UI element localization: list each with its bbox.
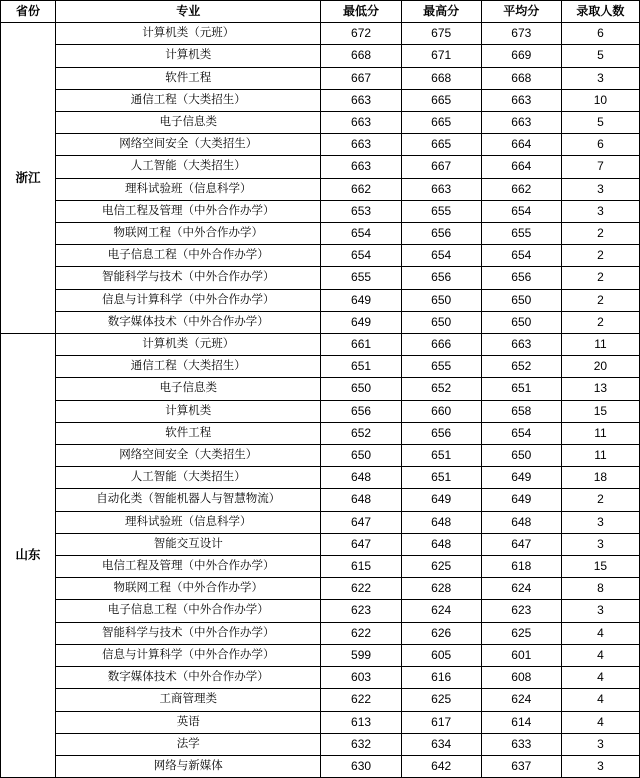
header-min-score: 最低分 (321, 1, 401, 23)
avg-score-cell: 614 (481, 711, 561, 733)
max-score-cell: 666 (401, 334, 481, 356)
header-major: 专业 (56, 1, 321, 23)
avg-score-cell: 663 (481, 334, 561, 356)
admitted-count-cell: 5 (561, 112, 639, 134)
min-score-cell: 632 (321, 733, 401, 755)
table-row (1, 467, 640, 489)
max-score-cell: 675 (401, 23, 481, 45)
table-row (1, 89, 640, 111)
table-row (1, 311, 640, 333)
table-row (1, 178, 640, 200)
avg-score-cell: 663 (481, 112, 561, 134)
max-score-cell: 654 (401, 245, 481, 267)
max-score-cell: 671 (401, 45, 481, 67)
table-row (1, 533, 640, 555)
avg-score-cell: 664 (481, 134, 561, 156)
max-score-cell: 634 (401, 733, 481, 755)
admitted-count-cell: 15 (561, 400, 639, 422)
min-score-cell: 663 (321, 156, 401, 178)
min-score-cell: 654 (321, 223, 401, 245)
max-score-cell: 625 (401, 689, 481, 711)
table-row (1, 667, 640, 689)
province-cell: 浙江 (1, 23, 56, 334)
min-score-cell: 648 (321, 489, 401, 511)
admitted-count-cell: 11 (561, 445, 639, 467)
table-row (1, 622, 640, 644)
major-cell: 计算机类 (56, 45, 321, 67)
admitted-count-cell: 3 (561, 511, 639, 533)
table-row (1, 644, 640, 666)
admitted-count-cell: 3 (561, 600, 639, 622)
admitted-count-cell: 6 (561, 23, 639, 45)
admitted-count-cell: 3 (561, 755, 639, 777)
min-score-cell: 615 (321, 556, 401, 578)
avg-score-cell: 673 (481, 23, 561, 45)
admitted-count-cell: 18 (561, 467, 639, 489)
min-score-cell: 648 (321, 467, 401, 489)
table-row (1, 156, 640, 178)
min-score-cell: 647 (321, 511, 401, 533)
admitted-count-cell: 6 (561, 134, 639, 156)
major-cell: 工商管理类 (56, 689, 321, 711)
major-cell: 网络空间安全（大类招生） (56, 445, 321, 467)
avg-score-cell: 662 (481, 178, 561, 200)
avg-score-cell: 637 (481, 755, 561, 777)
major-cell: 网络空间安全（大类招生） (56, 134, 321, 156)
avg-score-cell: 656 (481, 267, 561, 289)
admitted-count-cell: 2 (561, 289, 639, 311)
max-score-cell: 668 (401, 67, 481, 89)
admitted-count-cell: 2 (561, 267, 639, 289)
admitted-count-cell: 10 (561, 89, 639, 111)
admitted-count-cell: 4 (561, 689, 639, 711)
avg-score-cell: 658 (481, 400, 561, 422)
min-score-cell: 622 (321, 578, 401, 600)
min-score-cell: 655 (321, 267, 401, 289)
max-score-cell: 616 (401, 667, 481, 689)
max-score-cell: 650 (401, 311, 481, 333)
header-max-score: 最高分 (401, 1, 481, 23)
avg-score-cell: 624 (481, 578, 561, 600)
min-score-cell: 647 (321, 533, 401, 555)
table-row (1, 400, 640, 422)
min-score-cell: 649 (321, 311, 401, 333)
min-score-cell: 662 (321, 178, 401, 200)
max-score-cell: 665 (401, 134, 481, 156)
table-row (1, 511, 640, 533)
min-score-cell: 630 (321, 755, 401, 777)
min-score-cell: 653 (321, 200, 401, 222)
max-score-cell: 656 (401, 422, 481, 444)
major-cell: 智能科学与技术（中外合作办学） (56, 267, 321, 289)
max-score-cell: 663 (401, 178, 481, 200)
table-row (1, 578, 640, 600)
avg-score-cell: 654 (481, 200, 561, 222)
avg-score-cell: 654 (481, 422, 561, 444)
table-row (1, 245, 640, 267)
table-row (1, 200, 640, 222)
table-row (1, 556, 640, 578)
table-row (1, 356, 640, 378)
major-cell: 电子信息类 (56, 112, 321, 134)
min-score-cell: 663 (321, 134, 401, 156)
max-score-cell: 665 (401, 112, 481, 134)
avg-score-cell: 652 (481, 356, 561, 378)
table-row (1, 45, 640, 67)
major-cell: 通信工程（大类招生） (56, 89, 321, 111)
max-score-cell: 624 (401, 600, 481, 622)
major-cell: 软件工程 (56, 67, 321, 89)
major-cell: 电信工程及管理（中外合作办学） (56, 200, 321, 222)
avg-score-cell: 663 (481, 89, 561, 111)
avg-score-cell: 664 (481, 156, 561, 178)
major-cell: 人工智能（大类招生） (56, 156, 321, 178)
major-cell: 英语 (56, 711, 321, 733)
table-row (1, 67, 640, 89)
major-cell: 电信工程及管理（中外合作办学） (56, 556, 321, 578)
admitted-count-cell: 20 (561, 356, 639, 378)
max-score-cell: 655 (401, 356, 481, 378)
province-cell: 山东 (1, 334, 56, 778)
admitted-count-cell: 4 (561, 644, 639, 666)
major-cell: 理科试验班（信息科学） (56, 511, 321, 533)
table-row (1, 378, 640, 400)
major-cell: 信息与计算科学（中外合作办学） (56, 289, 321, 311)
max-score-cell: 642 (401, 755, 481, 777)
major-cell: 网络与新媒体 (56, 755, 321, 777)
admitted-count-cell: 11 (561, 334, 639, 356)
avg-score-cell: 633 (481, 733, 561, 755)
admitted-count-cell: 2 (561, 245, 639, 267)
min-score-cell: 650 (321, 445, 401, 467)
table-row (1, 267, 640, 289)
avg-score-cell: 618 (481, 556, 561, 578)
admitted-count-cell: 2 (561, 489, 639, 511)
table-row (1, 689, 640, 711)
admitted-count-cell: 3 (561, 200, 639, 222)
table-row (1, 489, 640, 511)
table-row (1, 600, 640, 622)
min-score-cell: 649 (321, 289, 401, 311)
max-score-cell: 660 (401, 400, 481, 422)
admitted-count-cell: 3 (561, 733, 639, 755)
table-row (1, 23, 640, 45)
max-score-cell: 655 (401, 200, 481, 222)
header-avg-score: 平均分 (481, 1, 561, 23)
min-score-cell: 651 (321, 356, 401, 378)
table-body (1, 23, 640, 778)
table-row (1, 422, 640, 444)
max-score-cell: 648 (401, 511, 481, 533)
max-score-cell: 628 (401, 578, 481, 600)
max-score-cell: 625 (401, 556, 481, 578)
major-cell: 计算机类（元班） (56, 23, 321, 45)
admitted-count-cell: 4 (561, 622, 639, 644)
min-score-cell: 668 (321, 45, 401, 67)
table-row (1, 134, 640, 156)
avg-score-cell: 650 (481, 445, 561, 467)
major-cell: 通信工程（大类招生） (56, 356, 321, 378)
min-score-cell: 613 (321, 711, 401, 733)
major-cell: 物联网工程（中外合作办学） (56, 223, 321, 245)
avg-score-cell: 649 (481, 489, 561, 511)
avg-score-cell: 648 (481, 511, 561, 533)
min-score-cell: 650 (321, 378, 401, 400)
major-cell: 物联网工程（中外合作办学） (56, 578, 321, 600)
major-cell: 数字媒体技术（中外合作办学） (56, 311, 321, 333)
avg-score-cell: 601 (481, 644, 561, 666)
admitted-count-cell: 8 (561, 578, 639, 600)
avg-score-cell: 655 (481, 223, 561, 245)
max-score-cell: 626 (401, 622, 481, 644)
admitted-count-cell: 2 (561, 223, 639, 245)
major-cell: 人工智能（大类招生） (56, 467, 321, 489)
major-cell: 信息与计算科学（中外合作办学） (56, 644, 321, 666)
min-score-cell: 654 (321, 245, 401, 267)
min-score-cell: 622 (321, 622, 401, 644)
table-row (1, 289, 640, 311)
max-score-cell: 651 (401, 467, 481, 489)
avg-score-cell: 624 (481, 689, 561, 711)
table-header (1, 1, 640, 23)
max-score-cell: 667 (401, 156, 481, 178)
min-score-cell: 672 (321, 23, 401, 45)
header-province: 省份 (1, 1, 56, 23)
admitted-count-cell: 4 (561, 711, 639, 733)
max-score-cell: 649 (401, 489, 481, 511)
min-score-cell: 622 (321, 689, 401, 711)
table-row (1, 112, 640, 134)
avg-score-cell: 623 (481, 600, 561, 622)
max-score-cell: 650 (401, 289, 481, 311)
avg-score-cell: 654 (481, 245, 561, 267)
avg-score-cell: 625 (481, 622, 561, 644)
min-score-cell: 599 (321, 644, 401, 666)
min-score-cell: 652 (321, 422, 401, 444)
major-cell: 智能交互设计 (56, 533, 321, 555)
major-cell: 电子信息类 (56, 378, 321, 400)
avg-score-cell: 649 (481, 467, 561, 489)
major-cell: 数字媒体技术（中外合作办学） (56, 667, 321, 689)
min-score-cell: 663 (321, 112, 401, 134)
admitted-count-cell: 15 (561, 556, 639, 578)
major-cell: 计算机类（元班） (56, 334, 321, 356)
major-cell: 理科试验班（信息科学） (56, 178, 321, 200)
major-cell: 电子信息工程（中外合作办学） (56, 600, 321, 622)
admitted-count-cell: 11 (561, 422, 639, 444)
max-score-cell: 665 (401, 89, 481, 111)
table-row (1, 755, 640, 777)
max-score-cell: 656 (401, 267, 481, 289)
avg-score-cell: 669 (481, 45, 561, 67)
admitted-count-cell: 3 (561, 178, 639, 200)
max-score-cell: 617 (401, 711, 481, 733)
min-score-cell: 656 (321, 400, 401, 422)
admitted-count-cell: 3 (561, 533, 639, 555)
avg-score-cell: 651 (481, 378, 561, 400)
max-score-cell: 605 (401, 644, 481, 666)
avg-score-cell: 650 (481, 311, 561, 333)
min-score-cell: 661 (321, 334, 401, 356)
max-score-cell: 648 (401, 533, 481, 555)
major-cell: 电子信息工程（中外合作办学） (56, 245, 321, 267)
table-row (1, 711, 640, 733)
admitted-count-cell: 5 (561, 45, 639, 67)
max-score-cell: 656 (401, 223, 481, 245)
table-row (1, 733, 640, 755)
max-score-cell: 651 (401, 445, 481, 467)
admitted-count-cell: 3 (561, 67, 639, 89)
min-score-cell: 667 (321, 67, 401, 89)
avg-score-cell: 608 (481, 667, 561, 689)
avg-score-cell: 668 (481, 67, 561, 89)
avg-score-cell: 647 (481, 533, 561, 555)
admitted-count-cell: 2 (561, 311, 639, 333)
admitted-count-cell: 13 (561, 378, 639, 400)
table-row (1, 223, 640, 245)
table-header-row (1, 1, 640, 23)
avg-score-cell: 650 (481, 289, 561, 311)
max-score-cell: 652 (401, 378, 481, 400)
table-row (1, 445, 640, 467)
table-row (1, 334, 640, 356)
major-cell: 计算机类 (56, 400, 321, 422)
major-cell: 软件工程 (56, 422, 321, 444)
header-admitted-count: 录取人数 (561, 1, 639, 23)
min-score-cell: 663 (321, 89, 401, 111)
admitted-count-cell: 7 (561, 156, 639, 178)
admitted-count-cell: 4 (561, 667, 639, 689)
major-cell: 法学 (56, 733, 321, 755)
major-cell: 自动化类（智能机器人与智慧物流） (56, 489, 321, 511)
major-cell: 智能科学与技术（中外合作办学） (56, 622, 321, 644)
min-score-cell: 623 (321, 600, 401, 622)
min-score-cell: 603 (321, 667, 401, 689)
